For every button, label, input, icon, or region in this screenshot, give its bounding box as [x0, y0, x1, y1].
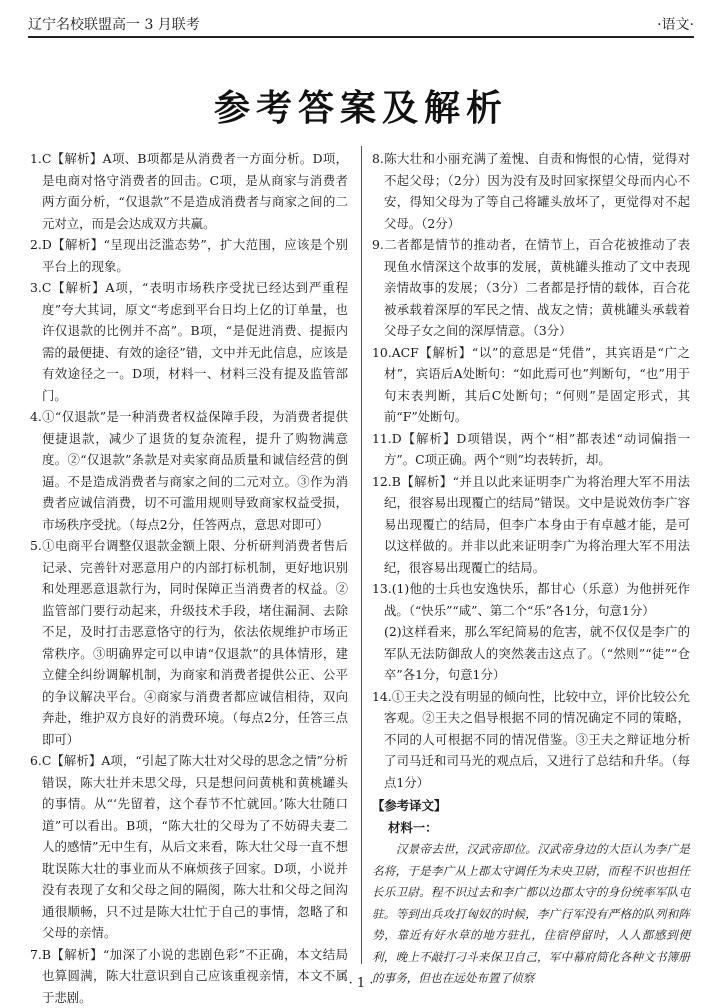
answer-item: 2.D【解析】“呈现出泛滥态势”，扩大范围，应该是个别平台上的现象。 — [30, 234, 348, 277]
reference-heading: 【参考译文】 — [372, 795, 690, 817]
translation-text: 汉景帝去世，汉武帝即位。汉武帝身边的大臣认为李广是名将，于是李广从上郡太守调任为未央卫尉，而程不识也担任长乐卫尉。程不识过去和李广都以边郡太守的身份统率军队屯驻。等到出兵攻打匈奴的时候，李广行军没有严格的队列和阵势，靠近有好水草的地方驻扎，住宿停留时，人人都感到便利，晚上不敲打刁斗来保卫自己，军中幕府简化各种文书簿册的事务，但也在远处布置了侦察 — [372, 839, 690, 990]
answer-item: 12.B【解析】“并且以此来证明李广为将治理大军不用法纪，很容易出现覆亡的结局”错误。文中是说效仿李广容易出现覆亡的结局，但李广本身由于有卓越才能，是可以这样做的。并非以此来证明李广为将治理大军不用法纪，很容易出现覆亡的结局。 — [372, 471, 690, 579]
answer-item: 7.B【解析】“加深了小说的悲剧色彩”不正确，本文结局也算圆满，陈大壮意识到自己应该重视亲情，本文不属于悲剧。 — [30, 944, 348, 1008]
subject-label: ·语文· — [657, 14, 694, 34]
answer-item: 9.二者都是情节的推动者，在情节上，百合花被推动了表现鱼水情深这个故事的发展，黄桃罐头推动了文中表现亲情故事的发展；（3分）二者都是抒情的载体，百合花被承载着深厚的军民之情、战友之情；黄桃罐头承载着父母子女之间的深厚情意。（3分） — [372, 234, 690, 342]
answer-item: 11.D【解析】D项错误，两个“相”都表述“动词偏指一方”。C项正确。两个“则”均表转折，却。 — [372, 428, 690, 471]
reference-subheading: 材料一： — [372, 817, 690, 839]
exam-name: 辽宁名校联盟高一 3 月联考 — [28, 14, 200, 34]
answer-item: 1.C【解析】A项、B项都是从消费者一方面分析。D项，是电商对恪守消费者的回击。C项，是从商家与消费者两方面分析，“仅退款”不是造成消费者与商家之间的二元对立，而是会达成双方共赢。 — [30, 148, 348, 234]
answer-item: 8.陈大壮和小丽充满了羞愧、自责和悔恨的心情，觉得对不起父母；（2分）因为没有及时回家探望父母而内心不安，得知父母为了等自己将罐头放坏了，更觉得对不起父母。（2分） — [372, 148, 690, 234]
answer-item: 10.ACF【解析】“以”的意思是“凭借”，其宾语是“广之材”，宾语后A处断句：“如此焉可也”判断句，“也”用于句末表判断，其后C处断句；“何则”是固定形式，其前“F”处断句。 — [372, 342, 690, 428]
answer-item: 3.C【解析】A项，“表明市场秩序受扰已经达到严重程度”夸大其词，原文“考虑到平台日均上亿的订单量，也许仅退款的比例并不高”。B项，“是促进消费、提振内需的最便捷、有效的途径”错，文中并无此信息，应该是有效途径之一。D项，材料一、材料三没有提及监管部门。 — [30, 277, 348, 406]
answer-item: 4.①“仅退款”是一种消费者权益保障手段，为消费者提供便捷退款，减少了退货的复杂流程，提升了购物满意度。②“仅退款”条款是对卖家商品质量和诚信经营的倒逼。不是造成消费者与商家之间的二元对立。③作为消费者应诚信消费，切不可滥用规则导致商家权益受损，市场秩序受扰。（每点2分，任答两点，意思对即可） — [30, 406, 348, 535]
answer-item: 14.①王夫之没有明显的倾向性，比较中立，评价比较公允客观。②王夫之倡导根据不同的情况确定不同的策略，不同的人可根据不同的情况借鉴。③王夫之辩证地分析了司马迁和司马光的观点后，又进行了总结和升华。（每点1分） — [372, 686, 690, 794]
page-number: · 1 · — [0, 976, 722, 991]
page-title: 参考答案及解析 — [0, 80, 722, 131]
answer-item: 13.(1)他的士兵也安逸快乐，都甘心（乐意）为他拼死作战。（“快乐”“咸”、第二个“乐”各1分，句意1分） (2)这样看来，那么军纪简易的危害，就不仅仅是李广的军队无法防御敌人的突然袭击这点了。（“然则”“徒”“仓卒”各1分，句意1分） — [372, 578, 690, 686]
left-column — [30, 148, 348, 1008]
answer-item: 5.①电商平台调整仅退款金额上限、分析研判消费者售后记录、完善针对恶意用户的内部打标机制，更好地识别和处理恶意退款行为，同时保障正当消费者的权益。②监管部门要行动起来，升级技术手段，堵住漏洞、去除不足，及时打击恶意恪守的行为，依法依规维护市场正常秩序。③明确界定可以申请“仅退款”的具体情形，建立健全纠纷调解机制，为商家和消费者提供公正、公平的争议解决平台。④商家与消费者都应诚信相待，双向奔赴，维护双方良好的消费环境。（每点2分，任答三点即可） — [30, 535, 348, 750]
right-column — [372, 148, 690, 990]
answer-item: 6.C【解析】A项，“引起了陈大壮对父母的思念之情”分析错误，陈大壮并未思父母，只是想问问黄桃和黄桃罐头的事情。从“‘先留着，这个春节不忙就回。’陈大壮随口道”可以看出。B项，“陈大壮的父母为了不妨碍夫妻二人的感情”无中生有，从后文来看，陈大壮父母一直不想耽误陈大壮的事业而从不麻烦孩子回家。D项，小说并没有表现了女和父母之间的隔阂，陈大壮和父母之间沟通很顺畅，只不过是陈大壮忙于自己的事情，忽略了和父母的亲情。 — [30, 750, 348, 944]
page-header — [28, 10, 694, 38]
column-divider — [361, 146, 362, 964]
